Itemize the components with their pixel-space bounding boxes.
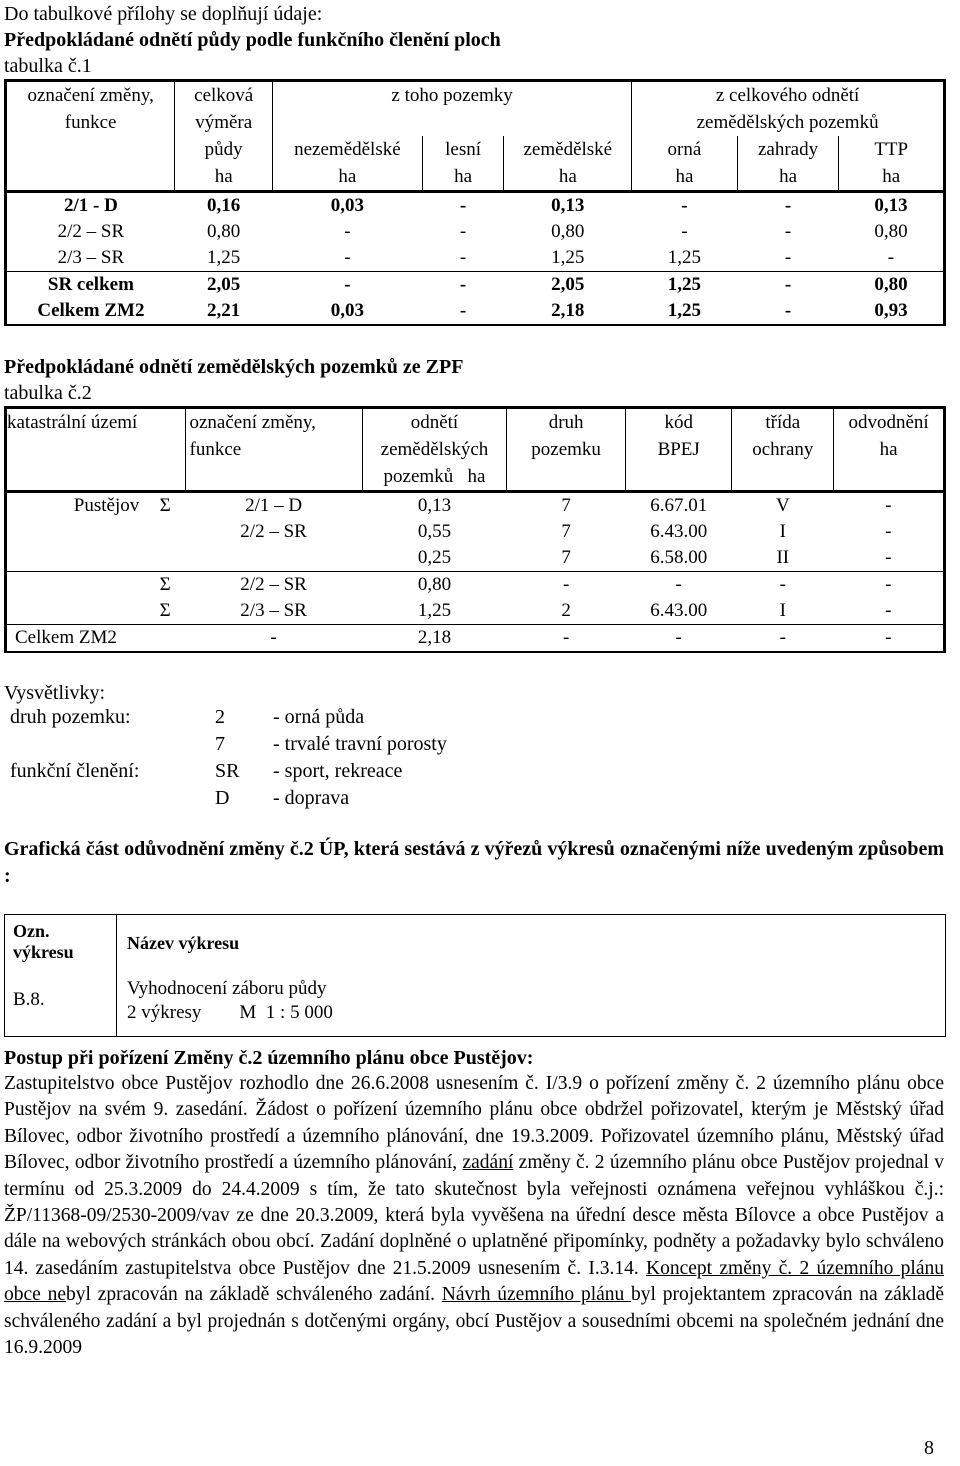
t1-cell: 1,25	[667, 300, 702, 321]
t2-cell	[6, 572, 146, 599]
t1-header-gardens: zahrady ha	[737, 136, 839, 192]
t1-header-of-total: z celkového odnětí zemědělských pozemků	[632, 81, 945, 137]
t1-cell: 2/2 – SR	[57, 221, 125, 242]
t2-header-protection: třída ochrany	[732, 408, 834, 492]
t2-cell: II	[776, 547, 790, 568]
t2-cell: Σ	[145, 572, 185, 599]
t2-cell: 7	[507, 492, 626, 520]
legend-table	[10, 704, 533, 812]
t2-cell: -	[885, 521, 892, 542]
section2-title: Předpokládané odnětí zemědělských pozemků ze ZPF	[4, 356, 464, 378]
legend-row	[10, 758, 533, 785]
t1-cell: -	[459, 300, 467, 321]
underlined-zadani: zadání	[462, 1152, 514, 1174]
t1-cell: 0,80	[839, 272, 945, 299]
legend-title: Vysvětlivky:	[4, 682, 106, 704]
legend-cell: D	[215, 787, 230, 809]
intro-line: Do tabulkové přílohy se doplňují údaje:	[4, 3, 323, 25]
t2-cell: -	[507, 572, 626, 599]
legend-cell: - doprava	[273, 787, 350, 809]
graphic-part-title: Grafická část odůvodnění změny č.2 ÚP, která sestává z výřezů výkresů označenými níže uvedeným způsobem :	[4, 838, 944, 887]
t1-cell: 2/1 - D	[6, 192, 175, 220]
t2-cell: -	[885, 600, 892, 621]
t2-cell: -	[732, 572, 834, 599]
t2-cell: -	[732, 625, 834, 653]
t1-cell: 0,80	[207, 221, 241, 242]
t2-cell: 2/3 – SR	[240, 600, 307, 621]
t1-cell: Celkem ZM2	[37, 300, 145, 321]
t2-row	[6, 545, 945, 572]
t1-header-change: označení změny, funkce	[27, 85, 154, 133]
t1-cell: 0,03	[330, 300, 365, 321]
t1-cell: 0,80	[874, 221, 908, 242]
legend-cell	[10, 731, 215, 758]
t1-row	[6, 219, 945, 245]
procedure-title: Postup při pořízení Změny č.2 územního plánu obce Pustějov:	[4, 1047, 534, 1069]
t2-cell: 2,18	[362, 625, 507, 653]
t1-cell: 1,25	[667, 247, 702, 268]
t2-cell: 6.58.00	[650, 547, 708, 568]
land-removal-table	[4, 79, 946, 326]
t2-cell	[185, 545, 362, 572]
t2-cell: -	[834, 625, 945, 653]
t1-row	[6, 245, 945, 272]
t2-cell	[145, 625, 185, 653]
t1-cell: 2,21	[207, 300, 241, 321]
t1-cell: -	[344, 221, 351, 242]
t1-header-nonagri: nezemědělské ha	[273, 136, 423, 192]
t1-header-arable: orná ha	[632, 136, 738, 192]
t2-cell: 6.43.00	[650, 600, 708, 621]
procedure-paragraph: Zastupitelstvo obce Pustějov rozhodlo dne 26.6.2008 usnesením č. I/3.9 o pořízení změny č. 2 územního plánu obce Pustějov na svém 9. zasedání. Žádost o pořízení územního plánu obce obdržel pořizovatel, kterým je Městský úřad Bílovec, odbor životního prostředí a územního plánování, dne 19.3.2009. Pořizovatel územního plánu, Městský úřad Bílovec, odbor životního prostředí a územního plánování, zadání změny č. 2 územního plánu obce Pustějov projednal v termínu od 25.3.2009 do 24.4.2009 s tím, že tato skutečnost byla veřejnosti oznámena veřejnou vyhláškou č.j.: ŽP/11368-09/2530-2009/vav ze dne 20.3.2009, která byla vyvěšena na úřední desce města Bílovce a obce Pustějov a dále na webových stránkách obou obcí. Zadání doplněné o uplatněné připomínky, podněty a požadavky bylo schváleno 14. zasedáním zastupitelstva obce Pustějov dne 21.5.2009 usnesením č. I.3.14. Koncept změny č. 2 územního plánu obce nebyl zpracován na základě schváleného zadání. Návrh územního plánu byl projektantem zpracován na základě schváleného zadání a byl projednán s dotčenými orgány, obcí Pustějov a sousedními obcemi na společném jednání dne 16.9.2009	[4, 1073, 945, 1359]
t3-header-code: Ozn. výkresu	[5, 915, 117, 978]
zpf-removal-table	[4, 406, 946, 653]
t1-row	[6, 298, 945, 325]
page-number: 8	[924, 1437, 934, 1459]
t2-cell: -	[834, 572, 945, 599]
t2-cell: 0,25	[417, 547, 452, 568]
underlined-koncept: Koncept změny č. 2 územního plánu obce ne	[4, 1257, 944, 1306]
t1-cell: 2,05	[504, 272, 632, 299]
legend-cell	[10, 785, 215, 812]
legend-cell: - trvalé travní porosty	[273, 733, 447, 755]
t2-cell: 2	[561, 600, 571, 621]
t2-cell: 7	[561, 521, 571, 542]
t1-cell: -	[681, 221, 688, 242]
t1-cell: 0,16	[175, 192, 273, 220]
t1-header-of-which: z toho pozemky	[273, 81, 632, 137]
t2-cell: -	[185, 625, 362, 653]
t2-cell: I	[779, 600, 786, 621]
t2-cell: 1,25	[417, 600, 452, 621]
t1-row	[6, 192, 945, 220]
t1-cell: -	[459, 221, 467, 242]
t1-header-agri: zemědělské ha	[504, 136, 632, 192]
t2-cell: 2/2 – SR	[185, 572, 362, 599]
t1-cell: -	[737, 192, 839, 220]
t1-cell: 0,13	[504, 192, 632, 220]
t1-cell: SR celkem	[6, 272, 175, 299]
t2-cell: -	[507, 625, 626, 653]
t2-cell: 7	[561, 547, 571, 568]
t2-cell: Pustějov	[6, 492, 146, 520]
t2-cell: -	[625, 572, 732, 599]
t1-header-total: celková výměra půdy ha	[175, 81, 273, 192]
t3-header-name: Název výkresu	[127, 933, 240, 953]
section1-title: Předpokládané odnětí půdy podle funkčního členění ploch	[4, 29, 501, 51]
t2-cell: 2/1 – D	[185, 492, 362, 520]
table2-label: tabulka č.2	[4, 382, 92, 404]
t2-row	[6, 492, 945, 520]
legend-cell: SR	[215, 760, 240, 782]
t1-cell: 2/3 – SR	[57, 247, 125, 268]
t1-cell: -	[632, 192, 738, 220]
t3-name: Vyhodnocení záboru půdy 2 výkresy M 1 : 5 000	[127, 978, 333, 1023]
t2-header-change: označení změny, funkce	[185, 408, 362, 492]
t2-cell: Celkem ZM2	[6, 625, 146, 653]
t2-cell: Σ	[145, 492, 185, 520]
t1-cell: 1,25	[551, 247, 585, 268]
t1-cell: -	[459, 247, 467, 268]
legend-row	[10, 731, 533, 758]
t2-cell: Σ	[159, 600, 171, 621]
t2-cell	[6, 519, 146, 545]
legend-cell: - orná půda	[273, 706, 365, 728]
t2-cell	[6, 598, 146, 625]
t2-header-removal: odnětí zemědělských pozemků ha	[362, 408, 507, 492]
t2-cell: 2/2 – SR	[240, 521, 307, 542]
t2-header-bpej: kód BPEJ	[625, 408, 732, 492]
t1-cell: -	[784, 247, 792, 268]
t1-cell: 0,13	[839, 192, 945, 220]
t1-cell: 0,03	[273, 192, 423, 220]
legend-cell: - sport, rekreace	[273, 760, 403, 782]
legend-cell: 2	[215, 706, 225, 728]
t2-header-cadastre: katastrální území	[7, 412, 138, 433]
legend-cell: druh pozemku:	[10, 706, 131, 728]
t2-cell: -	[834, 492, 945, 520]
t1-cell: -	[422, 192, 504, 220]
t1-cell: -	[273, 272, 423, 299]
t1-row	[6, 272, 945, 299]
t2-cell: 0,13	[362, 492, 507, 520]
t2-header-land-type: druh pozemku	[507, 408, 626, 492]
t1-cell: -	[737, 272, 839, 299]
t2-cell	[145, 545, 185, 572]
t1-cell: 1,25	[207, 247, 241, 268]
t1-cell: -	[422, 272, 504, 299]
t1-cell: -	[784, 300, 792, 321]
t1-cell: 0,80	[551, 221, 585, 242]
underlined-navrh: Návrh územního plánu	[441, 1284, 632, 1306]
t1-header-ttp: TTP ha	[839, 136, 945, 192]
legend-row	[10, 785, 533, 812]
t2-row	[6, 519, 945, 545]
t2-row	[6, 572, 945, 599]
t2-row	[6, 598, 945, 625]
t1-cell: 2,05	[175, 272, 273, 299]
t2-cell: -	[885, 547, 892, 568]
drawings-table	[4, 914, 946, 1037]
t2-header-drainage: odvodnění ha	[834, 408, 945, 492]
t2-cell: 0,55	[417, 521, 452, 542]
t2-cell: -	[625, 625, 732, 653]
t1-header-forest: lesní ha	[422, 136, 504, 192]
t1-cell: -	[344, 247, 351, 268]
t2-cell: 6.43.00	[650, 521, 708, 542]
t1-cell: -	[784, 221, 792, 242]
t1-cell: 0,93	[874, 300, 908, 321]
t2-cell	[145, 519, 185, 545]
t2-cell: V	[732, 492, 834, 520]
t2-row	[6, 625, 945, 653]
legend-cell: funkční členění:	[10, 760, 140, 782]
t2-cell: 0,80	[362, 572, 507, 599]
t1-cell: 2,18	[551, 300, 585, 321]
t2-cell	[6, 545, 146, 572]
t3-code: B.8.	[5, 977, 117, 1037]
t2-cell: I	[779, 521, 786, 542]
t1-cell: -	[887, 247, 895, 268]
t1-cell: 1,25	[632, 272, 738, 299]
table1-label: tabulka č.1	[4, 55, 92, 77]
t2-cell: 6.67.01	[625, 492, 732, 520]
legend-cell: 7	[215, 733, 225, 755]
legend-row	[10, 704, 533, 731]
